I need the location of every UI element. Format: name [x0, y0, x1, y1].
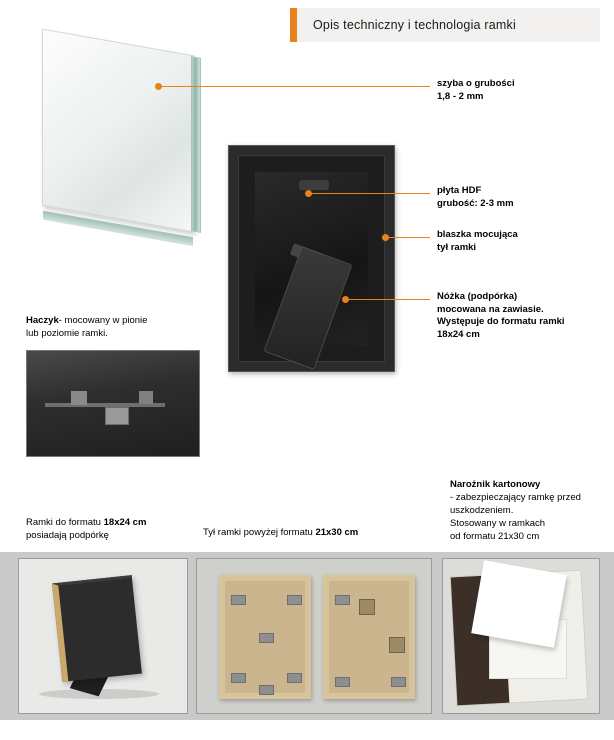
caption-right-line1: - zabezpieczający ramkę przed	[450, 492, 581, 503]
header-banner	[290, 8, 600, 42]
photo-frame-backs	[196, 558, 432, 714]
caption-left-pre: Ramki do formatu	[26, 517, 104, 528]
hanging-hole	[389, 637, 405, 653]
glass-pane-face	[42, 29, 194, 233]
hanging-hole	[359, 599, 375, 615]
callout-clip	[437, 229, 602, 254]
caption-left-post: posiadają podpórkę	[26, 530, 109, 541]
clip-mark	[259, 685, 274, 695]
mounting-clip	[299, 180, 329, 190]
callout-glass-line1: szyba o grubości	[437, 78, 515, 89]
page-title: Opis techniczny i technologia ramki	[313, 18, 516, 32]
clip-mark	[287, 595, 302, 605]
callout-hdf	[437, 185, 602, 210]
clip-mark	[335, 677, 350, 687]
callout-stand-line1: Nóżka (podpórka)	[437, 291, 518, 302]
hook-label-line2: lub poziomie ramki.	[26, 328, 108, 339]
callout-stand	[437, 291, 609, 341]
callout-glass	[437, 78, 602, 103]
glass-callout-line	[160, 86, 430, 87]
hook-label-bold: Haczyk	[26, 315, 59, 326]
callout-hdf-line1: płyta HDF	[437, 185, 482, 196]
stand-frame-body	[52, 575, 142, 682]
clip-mark	[231, 595, 246, 605]
callout-stand-line2: mocowana na zawiasie.	[437, 303, 544, 315]
caption-stand-formats	[26, 516, 201, 542]
caption-corner-protector	[450, 478, 610, 543]
callout-glass-line2: 1,8 - 2 mm	[437, 90, 484, 102]
back-panel-left	[219, 575, 311, 699]
callout-clip-line2: tył ramki	[437, 241, 477, 253]
glass-pane-edge	[191, 56, 201, 233]
frame-back-photo	[228, 145, 395, 372]
back-panel-right	[323, 575, 415, 699]
caption-right-line4: od formatu 21x30 cm	[450, 531, 540, 542]
callout-stand-line4: 18x24 cm	[437, 328, 480, 340]
caption-right-line3: Stosowany w ramkach	[450, 518, 546, 529]
frame-back-inner	[238, 155, 385, 362]
clip-callout-line	[387, 237, 430, 238]
glass-pane-illustration	[34, 36, 224, 234]
stand-callout-line	[347, 299, 430, 300]
photo-frame-with-stand	[18, 558, 188, 714]
hook-photo	[26, 350, 200, 457]
clip-mark	[287, 673, 302, 683]
corner-cardboard-protector	[471, 560, 567, 647]
photo-strip	[0, 552, 614, 720]
hook-caption	[26, 314, 216, 340]
caption-right-title: Narożnik kartonowy	[450, 479, 541, 490]
caption-mid-pre: Tył ramki powyżej formatu	[203, 527, 316, 538]
caption-left-bold: 18x24 cm	[103, 517, 147, 528]
caption-frame-backs	[203, 526, 398, 539]
hook-clip-right	[139, 391, 153, 404]
callout-hdf-line2: grubość: 2-3 mm	[437, 197, 514, 209]
clip-mark	[335, 595, 350, 605]
clip-mark	[231, 673, 246, 683]
hook-clip-center	[105, 407, 129, 425]
caption-mid-bold: 21x30 cm	[315, 527, 359, 538]
hook-clip-left	[71, 391, 87, 405]
callout-stand-line3: Występuje do formatu ramki	[437, 316, 565, 327]
clip-mark	[391, 677, 406, 687]
callout-clip-line1: blaszka mocująca	[437, 229, 518, 240]
caption-right-line2: uszkodzeniem.	[450, 505, 514, 516]
hdf-callout-line	[310, 193, 430, 194]
clip-mark	[259, 633, 274, 643]
hook-label-rest: - mocowany w pionie	[58, 315, 148, 326]
photo-corner-protector	[442, 558, 600, 714]
